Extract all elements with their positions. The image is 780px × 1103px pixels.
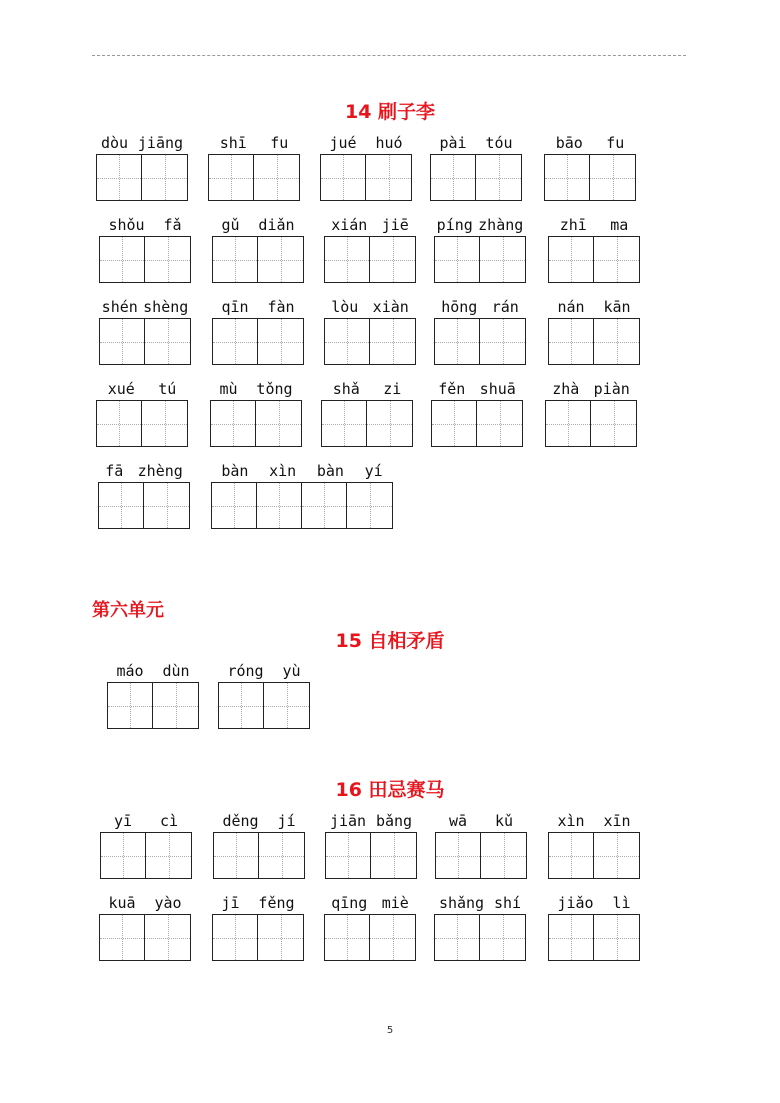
writing-cell[interactable]	[213, 319, 258, 364]
tianzige-boxes	[212, 318, 304, 365]
pinyin-label	[107, 662, 199, 680]
pinyin-syllable: píng	[436, 216, 473, 234]
pinyin-label	[544, 134, 636, 152]
writing-cell[interactable]	[432, 401, 477, 446]
pinyin-syllable: fǎ	[163, 216, 182, 234]
writing-cell[interactable]	[435, 915, 480, 960]
tianzige-boxes	[99, 236, 191, 283]
pinyin-syllable: shī	[219, 134, 247, 152]
pinyin-syllable: kǔ	[494, 812, 514, 830]
pinyin-syllable: xìn	[557, 812, 585, 830]
pinyin-label	[435, 812, 527, 830]
writing-cell[interactable]	[480, 319, 525, 364]
tianzige-boxes	[99, 318, 191, 365]
pinyin-label	[212, 894, 304, 912]
tianzige-boxes	[548, 914, 640, 961]
pinyin-label	[548, 894, 640, 912]
writing-cell[interactable]	[371, 833, 416, 878]
writing-cell[interactable]	[321, 155, 366, 200]
writing-cell[interactable]	[212, 483, 257, 528]
pinyin-syllable: bàn	[221, 462, 249, 480]
tianzige-boxes	[544, 154, 636, 201]
writing-cell[interactable]	[549, 833, 594, 878]
lesson-16-title: 16 田忌赛马	[335, 779, 445, 801]
pinyin-syllable: xiàn	[372, 298, 409, 316]
pinyin-syllable: yī	[113, 812, 133, 830]
writing-cell[interactable]	[322, 401, 367, 446]
pinyin-syllable: zhī	[559, 216, 587, 234]
tianzige-boxes	[548, 318, 640, 365]
writing-cell[interactable]	[254, 155, 299, 200]
writing-cell[interactable]	[476, 155, 521, 200]
tianzige-boxes	[210, 400, 302, 447]
pinyin-syllable: fu	[606, 134, 625, 152]
pinyin-syllable: tú	[158, 380, 177, 398]
pinyin-syllable: shǒu	[108, 216, 145, 234]
pinyin-label	[208, 134, 300, 152]
pinyin-syllable: xián	[331, 216, 368, 234]
pinyin-syllable: bàn	[316, 462, 344, 480]
pinyin-label	[430, 134, 522, 152]
writing-cell[interactable]	[214, 833, 259, 878]
writing-cell[interactable]	[367, 401, 412, 446]
writing-cell[interactable]	[325, 319, 370, 364]
writing-cell[interactable]	[209, 155, 254, 200]
pinyin-syllable: bāo	[555, 134, 583, 152]
pinyin-label	[324, 894, 416, 912]
pinyin-syllable: shèng	[143, 298, 189, 316]
writing-cell[interactable]	[326, 833, 371, 878]
pinyin-syllable: yào	[154, 894, 182, 912]
pinyin-syllable: shǎng	[438, 894, 485, 912]
pinyin-syllable: pài	[439, 134, 467, 152]
pinyin-syllable: fā	[105, 462, 124, 480]
tianzige-boxes	[434, 914, 526, 961]
writing-cell[interactable]	[477, 401, 522, 446]
pinyin-syllable: qīn	[221, 298, 249, 316]
pinyin-syllable: zhàng	[478, 216, 524, 234]
pinyin-syllable: zhà	[552, 380, 580, 398]
pinyin-syllable: kuā	[108, 894, 136, 912]
pinyin-syllable: xìn	[269, 462, 297, 480]
writing-cell[interactable]	[347, 483, 392, 528]
pinyin-syllable: piàn	[593, 380, 630, 398]
writing-cell[interactable]	[258, 319, 303, 364]
pinyin-syllable: fu	[270, 134, 289, 152]
pinyin-syllable: dòu	[100, 134, 129, 152]
pinyin-label	[325, 812, 417, 830]
pinyin-syllable: shǎ	[332, 380, 360, 398]
pinyin-label	[434, 894, 526, 912]
writing-cell[interactable]	[259, 833, 304, 878]
pinyin-syllable: qīng	[331, 894, 368, 912]
pinyin-syllable: yù	[282, 662, 301, 680]
header-dashed-rule	[92, 55, 686, 56]
writing-cell[interactable]	[100, 319, 145, 364]
pinyin-syllable: fěn	[438, 380, 466, 398]
pinyin-label	[210, 380, 302, 398]
writing-cell[interactable]	[435, 237, 480, 282]
pinyin-label	[431, 380, 523, 398]
pinyin-syllable: yí	[364, 462, 383, 480]
writing-cell[interactable]	[213, 237, 258, 282]
writing-cell[interactable]	[258, 915, 303, 960]
pinyin-syllable: wā	[448, 812, 468, 830]
tianzige-boxes	[324, 318, 416, 365]
pinyin-label	[434, 298, 526, 316]
tianzige-boxes	[212, 236, 304, 283]
pinyin-syllable: róng	[227, 662, 264, 680]
tianzige-boxes	[208, 154, 300, 201]
pinyin-syllable: mù	[219, 380, 238, 398]
pinyin-label	[548, 298, 640, 316]
tianzige-boxes	[324, 236, 416, 283]
pinyin-syllable: diǎn	[258, 216, 295, 234]
tianzige-boxes	[320, 154, 412, 201]
pinyin-syllable: děng	[222, 812, 259, 830]
writing-cell[interactable]	[594, 833, 639, 878]
pinyin-label	[99, 216, 191, 234]
pinyin-syllable: jiǎo	[557, 894, 594, 912]
writing-cell[interactable]	[549, 237, 594, 282]
writing-cell[interactable]	[591, 401, 636, 446]
pinyin-syllable: nán	[557, 298, 585, 316]
writing-cell[interactable]	[153, 683, 198, 728]
writing-cell[interactable]	[546, 401, 591, 446]
writing-cell[interactable]	[325, 237, 370, 282]
writing-cell[interactable]	[370, 915, 415, 960]
pinyin-label	[218, 662, 310, 680]
writing-cell[interactable]	[594, 915, 639, 960]
writing-cell[interactable]	[97, 401, 142, 446]
pinyin-syllable: ma	[610, 216, 629, 234]
writing-cell[interactable]	[145, 237, 190, 282]
tianzige-boxes	[431, 400, 523, 447]
pinyin-syllable: shuā	[479, 380, 516, 398]
writing-cell[interactable]	[142, 155, 187, 200]
pinyin-label	[548, 812, 640, 830]
pinyin-syllable: jué	[329, 134, 357, 152]
writing-cell[interactable]	[256, 401, 301, 446]
unit-heading: 第六单元	[92, 600, 164, 621]
writing-cell[interactable]	[211, 401, 256, 446]
writing-cell[interactable]	[435, 319, 480, 364]
pinyin-syllable: jiē	[381, 216, 409, 234]
pinyin-syllable: huó	[375, 134, 403, 152]
tianzige-boxes	[545, 400, 637, 447]
writing-cell[interactable]	[264, 683, 309, 728]
writing-cell[interactable]	[145, 915, 190, 960]
writing-cell[interactable]	[145, 319, 190, 364]
writing-cell[interactable]	[99, 483, 144, 528]
pinyin-syllable: dùn	[162, 662, 190, 680]
writing-cell[interactable]	[101, 833, 146, 878]
writing-cell[interactable]	[97, 155, 142, 200]
pinyin-syllable: bǎng	[375, 812, 413, 830]
pinyin-label	[99, 894, 191, 912]
pinyin-syllable: zhèng	[137, 462, 183, 480]
lesson-15-title: 15 自相矛盾	[335, 630, 445, 652]
pinyin-label	[320, 134, 412, 152]
pinyin-label	[213, 812, 305, 830]
tianzige-boxes	[434, 236, 526, 283]
tianzige-boxes	[430, 154, 522, 201]
pinyin-label	[324, 216, 416, 234]
writing-cell[interactable]	[590, 155, 635, 200]
tianzige-boxes	[96, 400, 188, 447]
tianzige-boxes	[548, 236, 640, 283]
pinyin-label	[100, 812, 192, 830]
pinyin-syllable: lì	[612, 894, 631, 912]
tianzige-boxes	[218, 682, 310, 729]
writing-cell[interactable]	[213, 915, 258, 960]
pinyin-label	[212, 216, 304, 234]
pinyin-label	[324, 298, 416, 316]
tianzige-boxes	[100, 832, 192, 879]
pinyin-syllable: jiān	[329, 812, 367, 830]
lesson-14-title: 14 刷子李	[344, 101, 436, 123]
pinyin-label	[98, 462, 190, 480]
tianzige-boxes	[107, 682, 199, 729]
pinyin-syllable: xué	[107, 380, 135, 398]
pinyin-label	[96, 380, 188, 398]
pinyin-syllable: jī	[221, 894, 240, 912]
page-number: 5	[386, 1025, 394, 1036]
tianzige-boxes	[321, 400, 413, 447]
writing-cell[interactable]	[325, 915, 370, 960]
tianzige-boxes	[213, 832, 305, 879]
writing-cell[interactable]	[545, 155, 590, 200]
pinyin-label	[96, 134, 188, 152]
tianzige-boxes	[99, 914, 191, 961]
pinyin-syllable: shén	[101, 298, 138, 316]
pinyin-syllable: cì	[159, 812, 179, 830]
tianzige-boxes	[325, 832, 417, 879]
writing-cell[interactable]	[594, 319, 639, 364]
pinyin-label	[99, 298, 191, 316]
writing-cell[interactable]	[370, 319, 415, 364]
writing-cell[interactable]	[142, 401, 187, 446]
writing-cell[interactable]	[431, 155, 476, 200]
writing-cell[interactable]	[258, 237, 303, 282]
writing-cell[interactable]	[370, 237, 415, 282]
writing-cell[interactable]	[108, 683, 153, 728]
pinyin-label	[321, 380, 413, 398]
writing-cell[interactable]	[100, 915, 145, 960]
tianzige-boxes	[548, 832, 640, 879]
tianzige-boxes	[211, 482, 393, 529]
pinyin-syllable: lòu	[331, 298, 359, 316]
pinyin-syllable: hōng	[441, 298, 478, 316]
pinyin-label	[212, 298, 304, 316]
pinyin-syllable: xīn	[603, 812, 631, 830]
tianzige-boxes	[434, 318, 526, 365]
pinyin-syllable: fěng	[258, 894, 295, 912]
tianzige-boxes	[324, 914, 416, 961]
pinyin-syllable: jiāng	[137, 134, 184, 152]
writing-cell[interactable]	[480, 915, 525, 960]
pinyin-syllable: tóu	[485, 134, 513, 152]
writing-cell[interactable]	[146, 833, 191, 878]
pinyin-syllable: rán	[491, 298, 519, 316]
tianzige-boxes	[212, 914, 304, 961]
pinyin-syllable: shí	[493, 894, 522, 912]
pinyin-label	[545, 380, 637, 398]
pinyin-label	[548, 216, 640, 234]
writing-cell[interactable]	[480, 237, 525, 282]
pinyin-syllable: kān	[603, 298, 631, 316]
pinyin-syllable: miè	[381, 894, 409, 912]
writing-cell[interactable]	[219, 683, 264, 728]
writing-cell[interactable]	[549, 319, 594, 364]
pinyin-syllable: zi	[383, 380, 402, 398]
pinyin-syllable: tǒng	[256, 380, 293, 398]
writing-cell[interactable]	[100, 237, 145, 282]
pinyin-label	[211, 462, 393, 480]
writing-cell[interactable]	[594, 237, 639, 282]
writing-cell[interactable]	[481, 833, 526, 878]
pinyin-syllable: fàn	[267, 298, 295, 316]
pinyin-label	[434, 216, 526, 234]
pinyin-syllable: jí	[277, 812, 296, 830]
writing-cell[interactable]	[549, 915, 594, 960]
writing-cell[interactable]	[366, 155, 411, 200]
pinyin-syllable: gǔ	[221, 216, 240, 234]
pinyin-syllable: máo	[116, 662, 144, 680]
tianzige-boxes	[96, 154, 188, 201]
writing-cell[interactable]	[144, 483, 189, 528]
tianzige-boxes	[435, 832, 527, 879]
writing-cell[interactable]	[257, 483, 302, 528]
tianzige-boxes	[98, 482, 190, 529]
writing-cell[interactable]	[302, 483, 347, 528]
writing-cell[interactable]	[436, 833, 481, 878]
